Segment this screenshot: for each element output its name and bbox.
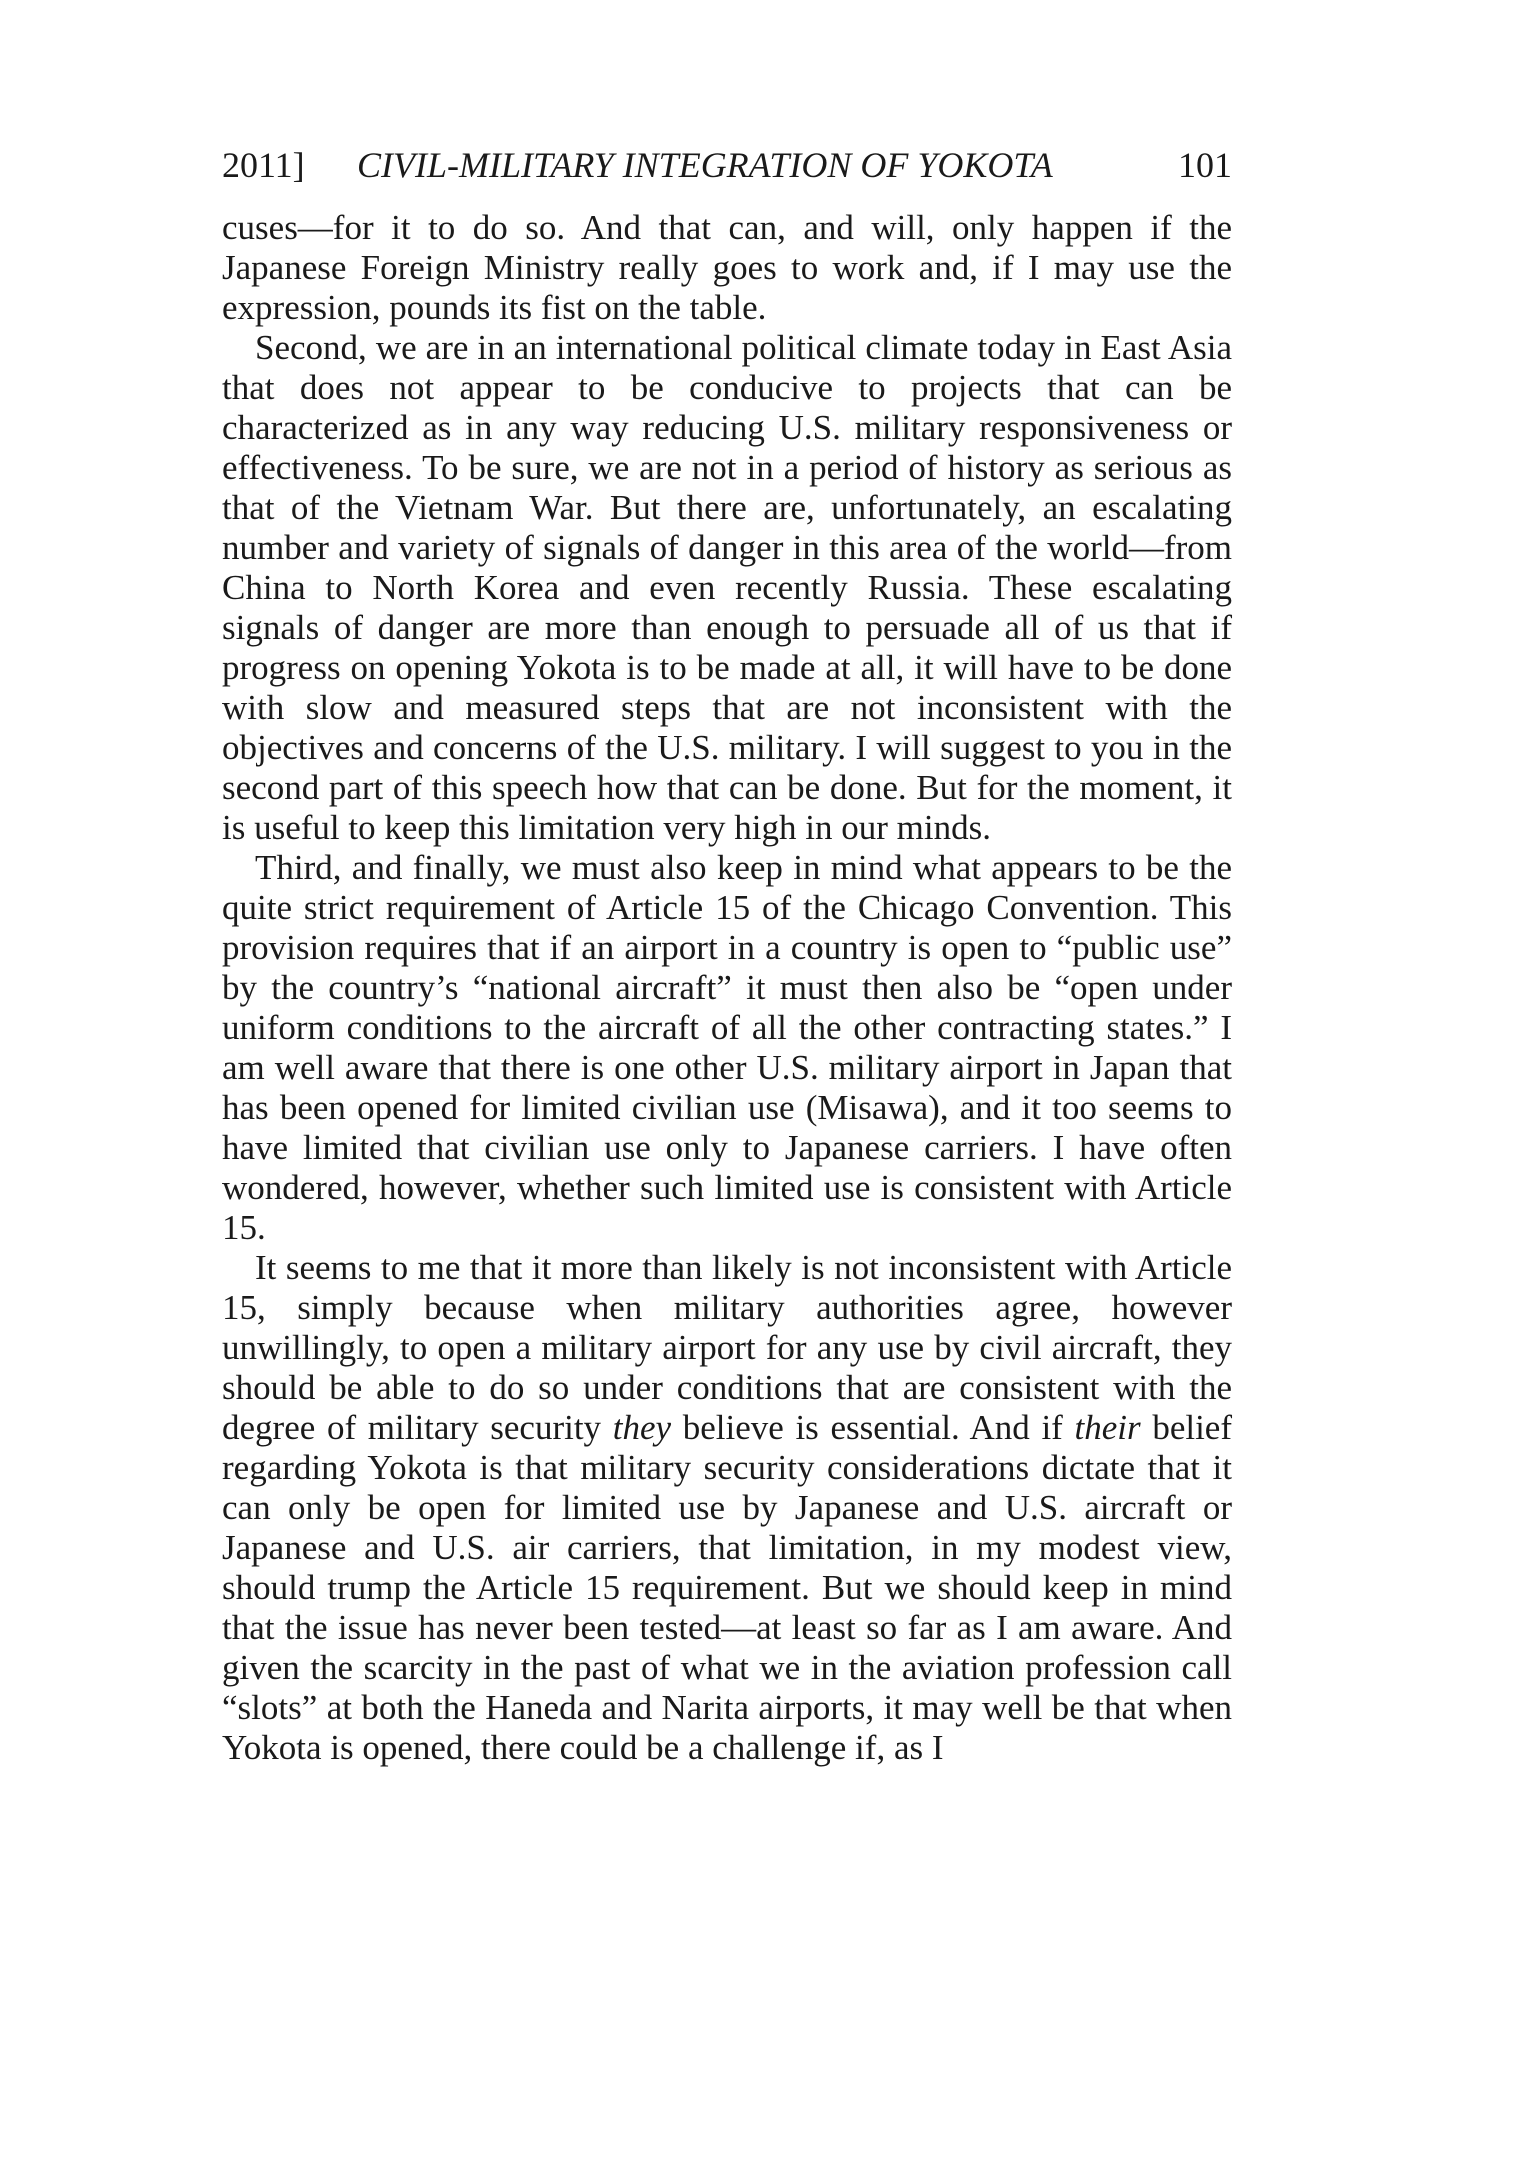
paragraph-2: Second, we are in an international political climate today in East Asia that does not appear to be conducive to projects that can be characterized as in any way reducing U.S. military responsiveness or effectiveness. To be sure, we are not in a period of history as serious as that of the Vietnam War. But there are, unfortunately, an escalating number and variety of signals of danger in this area of the world—from China to North Korea and even recently Russia. These escalating signals of danger are more than enough to persuade all of us that if progress on opening Yokota is to be made at all, it will have to be done with slow and measured steps that are not inconsistent with the objectives and concerns of the U.S. military. I will suggest to you in the second part of this speech how that can be done. But for the moment, it is useful to keep this limitation very high in our minds. bbox=[222, 328, 1232, 847]
article-title: CIVIL-MILITARY INTEGRATION OF YOKOTA bbox=[357, 145, 1053, 185]
emphasis-their: their bbox=[1074, 1408, 1141, 1447]
emphasis-they: they bbox=[612, 1408, 672, 1447]
body-text bbox=[222, 208, 1232, 1768]
paragraph-4-part-3: belief regarding Yokota is that military security considerations dictate that it can only be open for limited use by Japanese and U.S. aircraft or Japanese and U.S. air carriers, that limitation, in my modest view, should trump the Article 15 requirement. But we should keep in mind that the issue has never been tested—at least so far as I am aware. And given the scarcity in the past of what we in the aviation profession call “slots” at both the Haneda and Narita airports, it may well be that when Yokota is opened, there could be a challenge if, as I bbox=[222, 1408, 1232, 1767]
paragraph-4-part-2: believe is essential. And if bbox=[671, 1408, 1075, 1447]
paragraph-4-part-1: It seems to me that it more than likely is not inconsistent with Article 15, simply because when military authorities agree, however unwillingly, to open a military airport for any use by civil aircraft, they should be able to do so under conditions that are consistent with the degree of military security bbox=[222, 1248, 1232, 1447]
paragraph-4 bbox=[222, 1248, 1232, 1768]
paragraph-3: Third, and finally, we must also keep in mind what appears to be the quite strict requirement of Article 15 of the Chicago Convention. This provision requires that if an airport in a country is open to “public use” by the country’s “national aircraft” it must then also be “open under uniform conditions to the aircraft of all the other contracting states.” I am well aware that there is one other U.S. military airport in Japan that has been opened for limited civilian use (Misawa), and it too seems to have limited that civilian use only to Japanese carriers. I have often wondered, however, whether such limited use is consistent with Article 15. bbox=[222, 848, 1232, 1247]
volume-year: 2011] bbox=[222, 145, 305, 185]
paragraph-1: cuses—for it to do so. And that can, and will, only happen if the Japanese Foreign Ministry really goes to work and, if I may use the expression, pounds its fist on the table. bbox=[222, 208, 1232, 327]
running-head bbox=[222, 140, 1232, 190]
page-number: 101 bbox=[1178, 145, 1232, 185]
